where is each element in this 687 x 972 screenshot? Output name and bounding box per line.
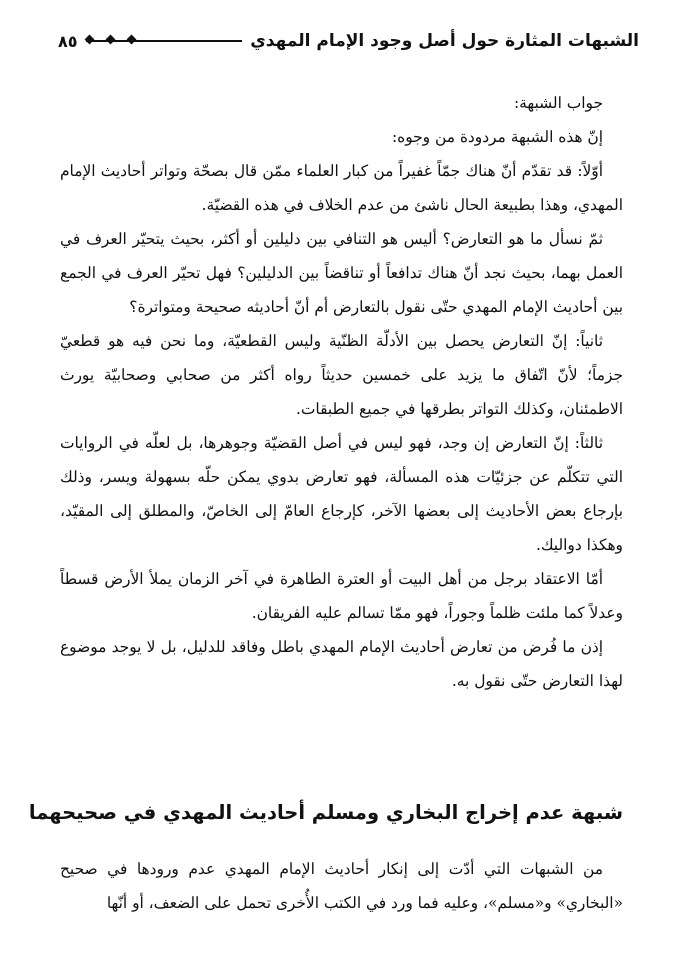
main-text (60, 86, 623, 698)
running-title: الشبهات المثارة حول أصل وجود الإمام المهدي (250, 31, 639, 51)
ornament-diamond (126, 35, 136, 45)
paragraph: ثمّ نسأل ما هو التعارض؟ أليس هو التنافي بين دليلين أو أكثر، بحيث يتحيّر العرف في العمل بهما، بحيث نجد أنّ هناك تدافعاً أو تناقضاً بين الدليلين؟ فهل تحيّر العرف في الجمع بين أحاديث الإمام المهدي حتّى نقول بالتعارض أم أنّ أحاديثه صحيحة ومتواترة؟ (60, 230, 623, 316)
paragraph: ثالثاً: إنّ التعارض إن وجد، فهو ليس في أصل القضيّة وجوهرها، بل لعلّه في الروايات التي تتكلّم عن جزئيّات هذه المسألة، فهو تعارض بدوي يمكن حلّه بسهولة ويسر، وذلك بإرجاع بعض الأحاديث إلى بعضها الآخر، كإرجاع العامّ إلى الخاصّ، والمطلق إلى المقيّد، وهكذا دواليك. (60, 434, 623, 554)
section-text (60, 852, 623, 920)
section-heading: شبهة عدم إخراج البخاري ومسلم أحاديث المهدي في صحيحهما (28, 801, 623, 824)
paragraph: جواب الشبهة: (514, 94, 603, 112)
ornament-diamond (84, 35, 94, 45)
paragraph: أوّلاً: قد تقدّم أنّ هناك جمّاً غفيراً من كبار العلماء ممّن قال بصحّة وتواتر أحاديث الإمام المهدي، وهذا بطبيعة الحال ناشئ من عدم الخلاف في هذه القضيّة. (60, 162, 623, 214)
header-ornament (86, 36, 135, 43)
paragraph: أمّا الاعتقاد برجل من أهل البيت أو العترة الطاهرة في آخر الزمان يملأ الأرض قسطاً وعدلاً كما ملئت ظلماً وجوراً، فهو ممّا تسالم عليه الفريقان. (60, 570, 623, 622)
paragraph: إذن ما فُرض من تعارض أحاديث الإمام المهدي باطل وفاقد للدليل، بل لا يوجد موضوع لهذا التعارض حتّى نقول به. (60, 638, 623, 690)
paragraph: إنّ هذه الشبهة مردودة من وجوه: (391, 128, 603, 146)
ornament-diamond (105, 35, 115, 45)
paragraph: من الشبهات التي أدّت إلى إنكار أحاديث الإمام المهدي عدم ورودها في صحيح «البخاري» و«مسلم»، وعليه فما ورد في الكتب الأُخرى تحمل على الضعف، أو أنّها (60, 860, 623, 912)
paragraph: ثانياً: إنّ التعارض يحصل بين الأدلّة الظنّية وليس القطعيّة، وما نحن فيه هو قطعيّ جزماً؛ لأنّ اتّفاق ما يزيد على خمسين حديثاً رواه أكثر من صحابي وصحابيّة يورث الاطمئنان، وكذلك التواتر بطرقها في جميع الطبقات. (60, 332, 623, 418)
page-number: ٨٥ (58, 31, 78, 51)
page-header (58, 26, 639, 56)
header-rule (86, 40, 243, 42)
